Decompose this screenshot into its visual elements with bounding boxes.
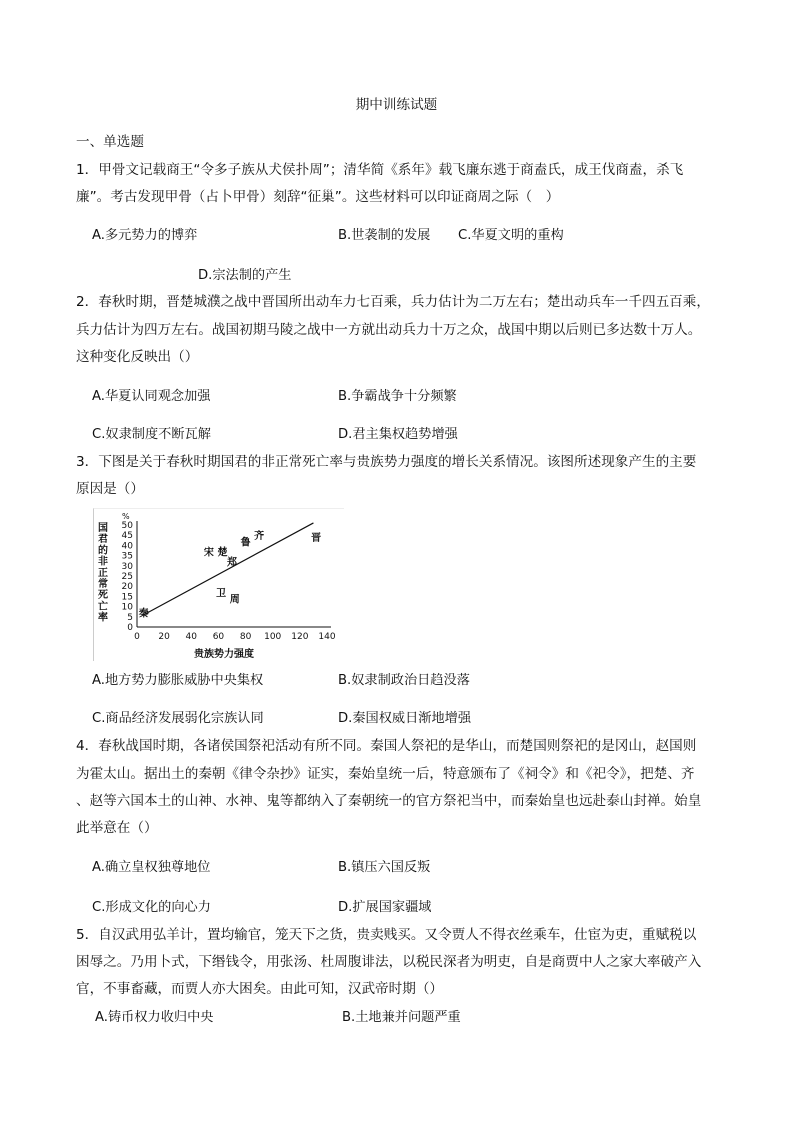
question-5-line-1: 5．自汉武用弘羊计，置均输官，笼天下之货，贵卖贱买。又令贾人不得衣丝乘车，仕宦为吏，重赋税以 (76, 927, 697, 943)
question-4-line-2: 为霍太山。据出土的秦朝《律令杂抄》证实，秦始皇统一后，特意颁布了《祠令》和《祀令》，把楚、齐 (76, 766, 695, 782)
point-label: 晋 (311, 533, 322, 545)
point-label: 鲁 (240, 537, 251, 549)
question-1-option-d[interactable]: D.宗法制的产生 (198, 268, 292, 283)
question-3-option-b[interactable]: B.奴隶制政治日趋没落 (338, 673, 470, 688)
point-label: 郑 (227, 557, 237, 569)
point-label: 周 (229, 594, 240, 606)
x-axis-title: 贵族势力强度 (194, 649, 254, 660)
x-tick-label: 20 (158, 632, 170, 642)
question-1-option-a[interactable]: A.多元势力的博弈 (92, 228, 198, 243)
question-4-option-a[interactable]: A.确立皇权独尊地位 (92, 860, 211, 875)
question-3-line-2: 原因是（） (76, 481, 144, 497)
y-tick-label: 30 (121, 561, 133, 572)
question-4-option-b[interactable]: B.镇压六国反叛 (338, 860, 431, 875)
question-2-option-a[interactable]: A.华夏认同观念加强 (92, 389, 211, 404)
x-tick-label: 100 (264, 632, 282, 642)
y-axis-unit: % (122, 512, 130, 521)
question-2-option-b[interactable]: B.争霸战争十分频繁 (338, 389, 457, 404)
point-label: 卫 (216, 588, 227, 600)
question-4-option-c[interactable]: C.形成文化的向心力 (92, 900, 211, 915)
y-tick-label: 15 (121, 592, 133, 603)
x-tick-label: 60 (212, 632, 225, 642)
question-5-line-2: 困辱之。乃用卜式，下缗钱令，用张汤、杜周腹诽法，以税民深者为明吏，自是商贾中人之家大率破产入 (76, 954, 702, 970)
question-3-option-a[interactable]: A.地方势力膨胀威胁中央集权 (92, 673, 264, 688)
point-label: 楚 (217, 547, 228, 559)
question-2-line-2: 兵力估计为四万左右。战国初期马陵之战中一方就出动兵力十万之众，战国中期以后则已多达数十万人。 (76, 322, 702, 338)
x-tick-label: 140 (318, 632, 336, 642)
question-2-line-3: 这种变化反映出（） (76, 349, 199, 365)
question-4-line-4: 此举意在（） (76, 820, 158, 836)
question-2-option-c[interactable]: C.奴隶制度不断瓦解 (92, 427, 211, 442)
point-label: 秦 (138, 608, 149, 620)
y-tick-label: 10 (121, 602, 133, 613)
question-5-line-3: 官，不事畜藏，而贾人亦大困矣。由此可知，汉武帝时期（） (76, 981, 444, 997)
y-tick-label: 45 (121, 531, 133, 542)
y-axis-title-char: 率 (98, 612, 108, 624)
y-axis-title-char: 常 (98, 579, 108, 590)
question-1-line-2: 廉”。考古发现甲骨（占卜甲骨）刻辞“征巢”。这些材料可以印证商周之际（ ） (76, 189, 560, 205)
x-tick-label: 120 (291, 632, 309, 642)
question-4-option-d[interactable]: D.扩展国家疆域 (338, 900, 432, 915)
y-tick-label: 35 (121, 551, 133, 562)
y-tick-label: 20 (121, 582, 133, 593)
y-axis-title-char: 亡 (98, 601, 108, 613)
trend-line (144, 523, 314, 615)
question-1-option-b[interactable]: B.世袭制的发展 (338, 228, 431, 243)
y-tick-label: 50 (121, 521, 133, 531)
x-tick-label: 0 (134, 632, 140, 642)
question-5-option-a[interactable]: A.铸币权力收归中央 (95, 1010, 214, 1025)
question-5-option-b[interactable]: B.土地兼并问题严重 (342, 1010, 461, 1025)
y-axis-title-char: 国 (98, 523, 108, 534)
question-4-line-3: 、赵等六国本土的山神、水神、鬼等都纳入了秦朝统一的官方祭祀当中，而秦始皇也远赴泰山封禅。始皇 (76, 793, 702, 809)
y-ticks (122, 521, 134, 633)
question-1-line-1: 1．甲骨文记载商王“令多子族从犬侯扑周”；清华简《系年》载飞廉东逃于商盍氏，成王伐商盍，杀飞 (76, 162, 684, 178)
point-labels (138, 529, 321, 620)
x-ticks (134, 632, 336, 642)
y-tick-label: 0 (127, 623, 133, 633)
y-tick-label: 40 (121, 541, 133, 552)
y-axis-title-char: 非 (98, 556, 108, 568)
x-tick-label: 80 (239, 632, 252, 642)
section-heading: 一、单选题 (76, 134, 144, 150)
y-tick-label: 25 (121, 572, 133, 582)
y-axis-title-char: 君 (98, 534, 108, 546)
page-title: 期中训练试题 (355, 97, 438, 113)
y-axis-title (98, 521, 108, 624)
question-3-option-d[interactable]: D.秦国权威日渐地增强 (338, 711, 472, 726)
y-axis-title-char: 的 (98, 545, 108, 557)
question-2-option-d[interactable]: D.君主集权趋势增强 (338, 427, 458, 442)
question-3-line-1: 3．下图是关于春秋时期国君的非正常死亡率与贵族势力强度的增长关系情况。该图所述现象产生的主要 (76, 454, 697, 470)
y-tick-label: 5 (127, 612, 133, 623)
chart-figure (93, 508, 344, 661)
death-rate-chart (94, 509, 344, 661)
question-3-option-c[interactable]: C.商品经济发展弱化宗族认同 (92, 711, 264, 726)
x-tick-label: 40 (185, 632, 198, 642)
y-axis-title-char: 死 (98, 590, 108, 602)
question-1-option-c[interactable]: C.华夏文明的重构 (458, 228, 564, 243)
point-label: 宋 (203, 547, 214, 559)
point-label: 齐 (254, 531, 265, 543)
question-4-line-1: 4．春秋战国时期，各诸侯国祭祀活动有所不同。秦国人祭祀的是华山，而楚国则祭祀的是冈山，赵国则 (76, 738, 697, 754)
question-2-line-1: 2．春秋时期，晋楚城濮之战中晋国所出动车力七百乘，兵力估计为二万左右；楚出动兵车一千四五百乘， (76, 294, 710, 310)
y-axis-title-char: 正 (98, 567, 108, 579)
